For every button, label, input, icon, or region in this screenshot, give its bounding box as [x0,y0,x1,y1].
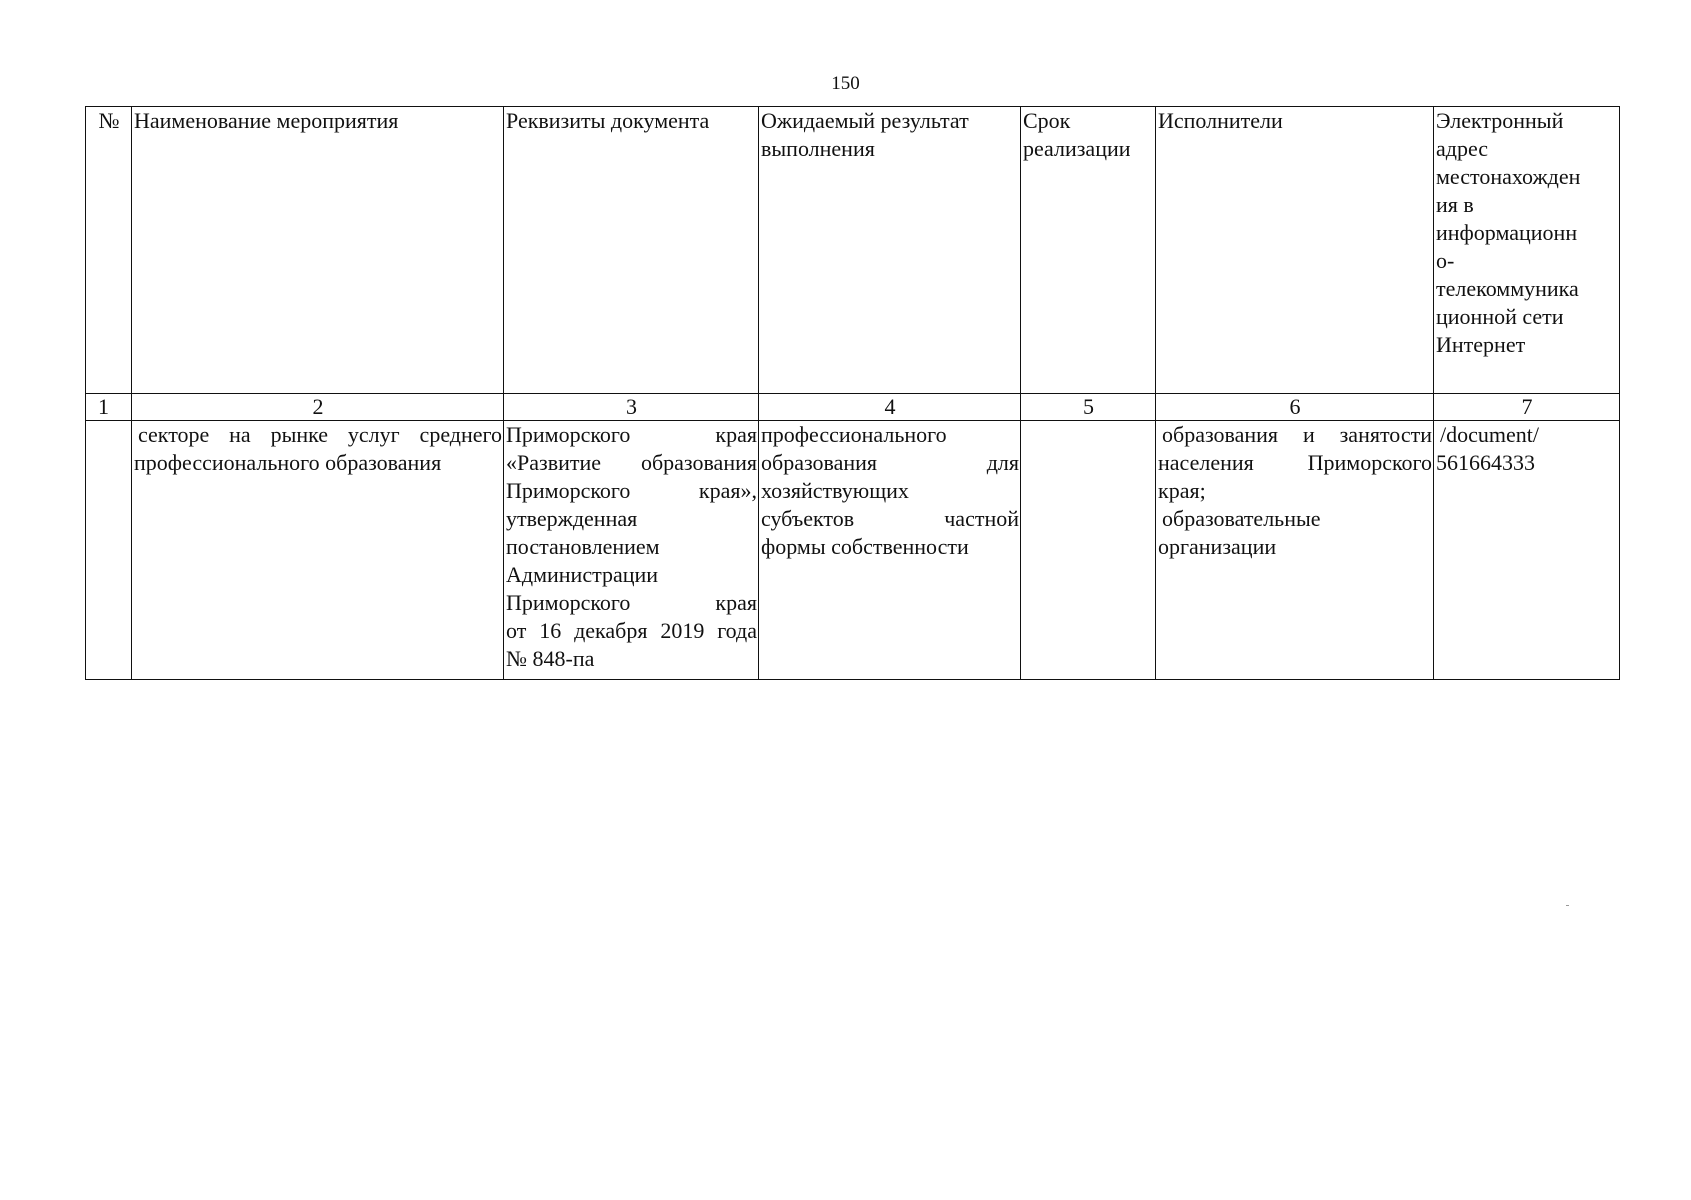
document-details-cell [504,421,759,680]
column-number: 2 [132,394,504,421]
scan-speck [1566,905,1569,906]
column-number: 1 [86,394,132,421]
header-number: № [86,107,132,394]
header-line: местонахожден [1436,164,1581,189]
table-header-row [86,107,1620,394]
cell-line: № 848-па [506,646,595,671]
cell-line: профессионального [761,422,947,447]
column-number: 3 [504,394,759,421]
header-measure-name: Наименование мероприятия [132,107,504,394]
cell-line: от 16 декабря 2019 года [506,618,757,643]
cell-line: Администрации [506,562,659,587]
cell-line: утвержденная [506,506,638,531]
cell-line: края; [1158,478,1206,503]
header-line: о- [1436,248,1455,273]
page-number: 150 [831,73,860,94]
header-executors: Исполнители [1156,107,1434,394]
column-number: 6 [1156,394,1434,421]
cell-line: секторе на рынке услуг среднего [138,422,502,447]
header-line: адрес [1436,136,1489,161]
implementation-period-cell [1021,421,1156,680]
header-line: ия в [1436,192,1474,217]
measure-name-cell [132,421,504,680]
cell-line: хозяйствующих [761,478,909,503]
header-implementation-period: Срок реализации [1021,107,1156,394]
cell-line: Приморского края», [506,478,757,503]
header-document-details: Реквизиты документа [504,107,759,394]
header-line: информационн [1436,220,1578,245]
cell-line: образовательные [1162,506,1321,531]
column-number: 7 [1434,394,1620,421]
column-number: 5 [1021,394,1156,421]
header-line: ционной сети [1436,304,1564,329]
cell-line: Приморского края [506,422,757,447]
electronic-address-cell [1434,421,1620,680]
column-number-row [86,394,1620,421]
executors-cell [1156,421,1434,680]
column-number: 4 [759,394,1021,421]
cell-line: профессионального образования [134,450,442,475]
cell-line: населения Приморского [1158,450,1432,475]
measures-table [85,106,1620,680]
table-row [86,421,1620,680]
header-line: Электронный [1436,108,1564,133]
header-electronic-address [1434,107,1620,394]
cell-line: постановлением [506,534,660,559]
cell-line: образования и занятости [1162,422,1432,447]
header-line: Интернет [1436,332,1526,357]
expected-result-cell [759,421,1021,680]
cell-line: образования для [761,450,1019,475]
cell-line: формы собственности [761,534,969,559]
cell-line: /document/ [1440,422,1539,447]
cell-line: Приморского края [506,590,757,615]
cell-line: «Развитие образования [506,450,757,475]
cell-line: 561664333 [1436,450,1535,475]
row-number-cell [86,421,132,680]
header-expected-result: Ожидаемый результат выполнения [759,107,1021,394]
header-line: телекоммуника [1436,276,1579,301]
cell-line: организации [1158,534,1277,559]
cell-line: субъектов частной [761,506,1019,531]
